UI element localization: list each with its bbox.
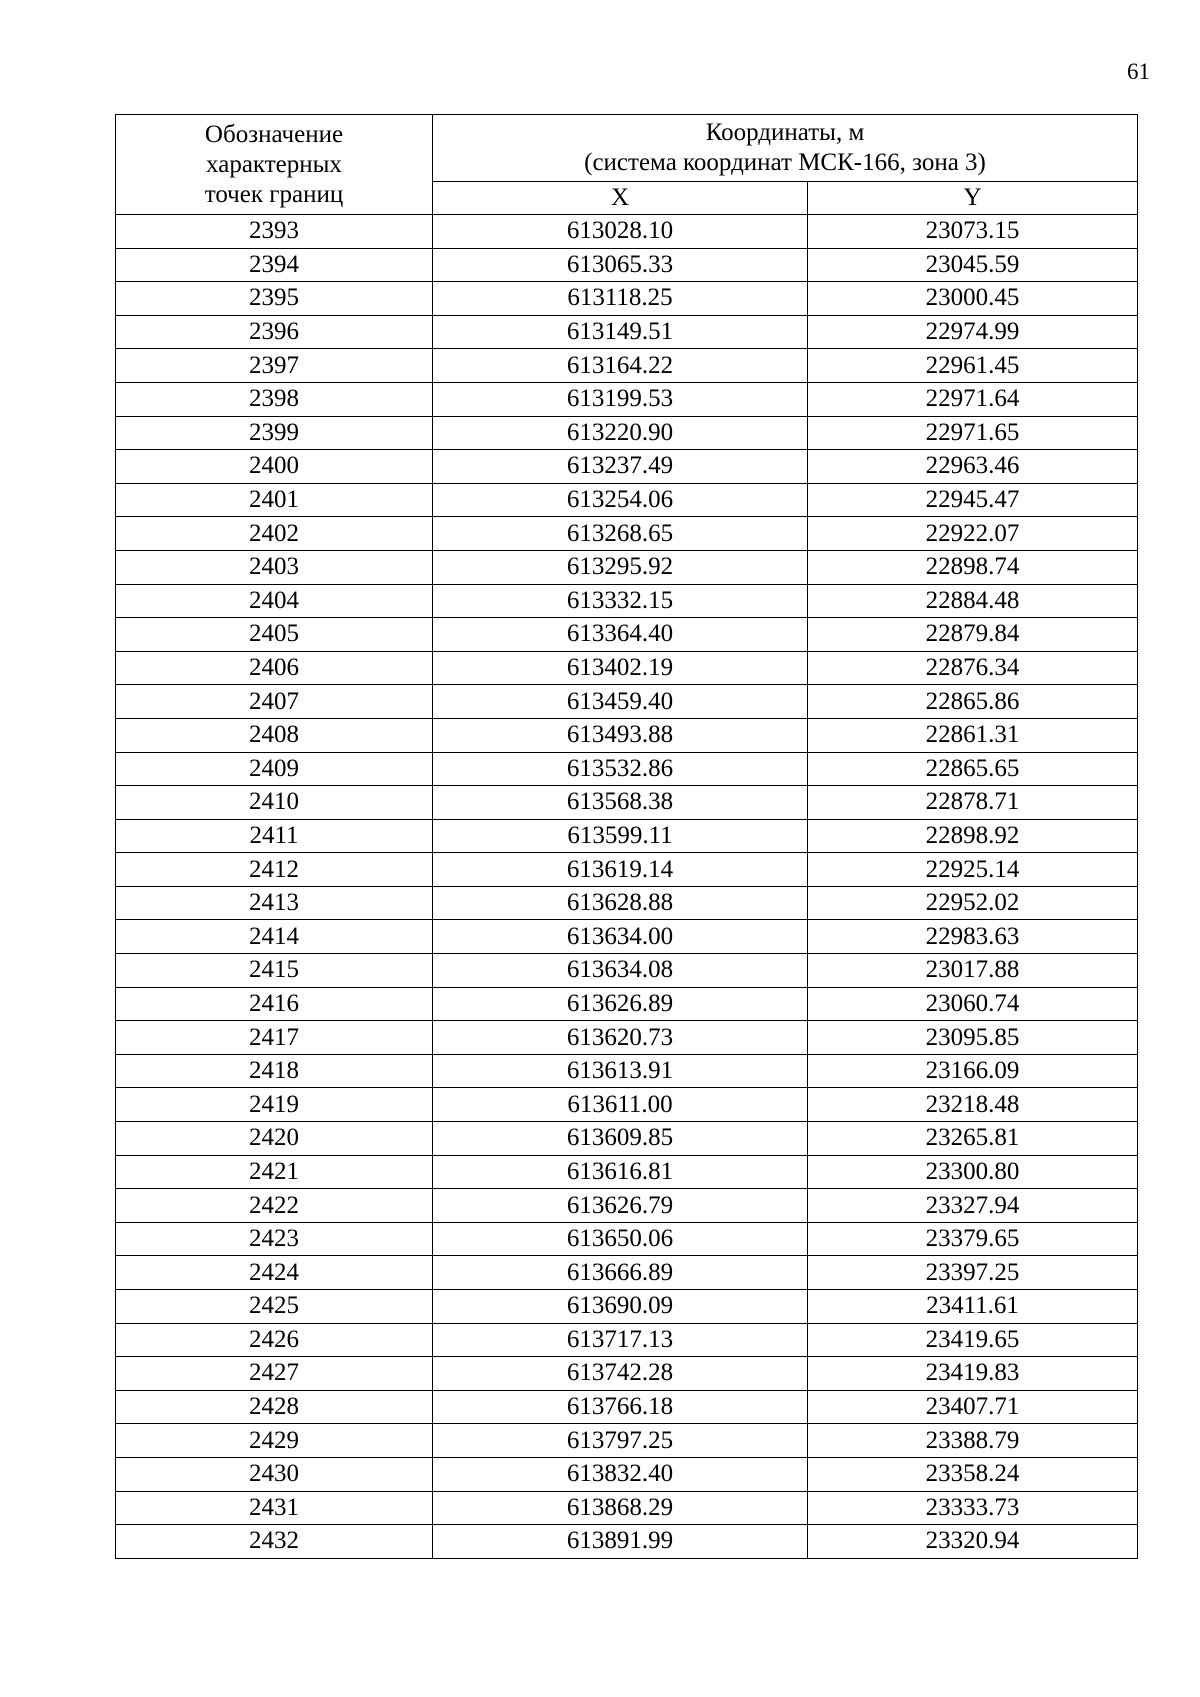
x-coordinate-cell: 613611.00 (433, 1088, 808, 1122)
point-id-cell: 2399 (116, 416, 433, 450)
table-row (116, 718, 1138, 752)
header-line: Обозначение (204, 120, 344, 148)
y-coordinate-cell: 23419.83 (808, 1357, 1138, 1391)
point-id-cell: 2406 (116, 651, 433, 685)
x-coordinate-cell: 613459.40 (433, 685, 808, 719)
point-id-cell: 2417 (116, 1021, 433, 1055)
table-row (116, 315, 1138, 349)
x-coordinate-cell: 613493.88 (433, 718, 808, 752)
y-coordinate-cell: 23073.15 (808, 215, 1138, 249)
table-row (116, 819, 1138, 853)
point-id-cell: 2402 (116, 517, 433, 551)
coordinates-title: Координаты, м (705, 119, 865, 146)
point-id-cell: 2420 (116, 1122, 433, 1156)
x-coordinate-cell: 613568.38 (433, 786, 808, 820)
point-id-cell: 2393 (116, 215, 433, 249)
table-row (116, 886, 1138, 920)
table-row (116, 450, 1138, 484)
x-coordinate-cell: 613237.49 (433, 450, 808, 484)
table-row (116, 1390, 1138, 1424)
x-coordinate-cell: 613199.53 (433, 382, 808, 416)
table-row (116, 517, 1138, 551)
y-coordinate-cell: 22974.99 (808, 315, 1138, 349)
x-coordinate-cell: 613634.08 (433, 954, 808, 988)
x-coordinate-cell: 613532.86 (433, 752, 808, 786)
point-id-cell: 2415 (116, 954, 433, 988)
x-coordinate-cell: 613364.40 (433, 618, 808, 652)
table-row (116, 685, 1138, 719)
x-coordinate-cell: 613254.06 (433, 483, 808, 517)
y-coordinate-cell: 23017.88 (808, 954, 1138, 988)
coordinates-header (433, 115, 1138, 182)
point-id-cell: 2427 (116, 1357, 433, 1391)
table-row (116, 1088, 1138, 1122)
x-coordinate-cell: 613295.92 (433, 550, 808, 584)
table-row (116, 349, 1138, 383)
point-id-cell: 2423 (116, 1222, 433, 1256)
table-row (116, 382, 1138, 416)
table-row (116, 752, 1138, 786)
table-row (116, 987, 1138, 1021)
y-coordinate-cell: 23000.45 (808, 282, 1138, 316)
table-row (116, 282, 1138, 316)
table-row (116, 1222, 1138, 1256)
y-coordinate-cell: 23388.79 (808, 1424, 1138, 1458)
y-coordinate-cell: 22876.34 (808, 651, 1138, 685)
point-id-cell: 2432 (116, 1525, 433, 1559)
table-row (116, 215, 1138, 249)
table-row (116, 1525, 1138, 1559)
point-id-cell: 2421 (116, 1155, 433, 1189)
x-coordinate-cell: 613402.19 (433, 651, 808, 685)
point-id-cell: 2426 (116, 1323, 433, 1357)
table-row (116, 483, 1138, 517)
point-id-cell: 2411 (116, 819, 433, 853)
y-coordinate-cell: 23358.24 (808, 1457, 1138, 1491)
y-coordinate-cell: 22879.84 (808, 618, 1138, 652)
x-coordinate-cell: 613599.11 (433, 819, 808, 853)
table-row (116, 786, 1138, 820)
y-coordinate-cell: 22952.02 (808, 886, 1138, 920)
y-coordinate-cell: 23419.65 (808, 1323, 1138, 1357)
table-row (116, 1491, 1138, 1525)
table-row (116, 618, 1138, 652)
y-coordinate-cell: 22898.74 (808, 550, 1138, 584)
table-body (116, 215, 1138, 1559)
y-coordinate-cell: 23218.48 (808, 1088, 1138, 1122)
point-id-cell: 2398 (116, 382, 433, 416)
y-coordinate-cell: 22865.86 (808, 685, 1138, 719)
y-coordinate-cell: 22961.45 (808, 349, 1138, 383)
x-coordinate-cell: 613634.00 (433, 920, 808, 954)
table-row (116, 1323, 1138, 1357)
x-coordinate-cell: 613797.25 (433, 1424, 808, 1458)
header-line: характерных (206, 150, 342, 178)
y-coordinate-cell: 22865.65 (808, 752, 1138, 786)
x-coordinate-cell: 613609.85 (433, 1122, 808, 1156)
x-coordinate-cell: 613118.25 (433, 282, 808, 316)
y-coordinate-cell: 23060.74 (808, 987, 1138, 1021)
y-coordinate-cell: 23300.80 (808, 1155, 1138, 1189)
x-coordinate-cell: 613742.28 (433, 1357, 808, 1391)
x-coordinate-cell: 613164.22 (433, 349, 808, 383)
x-coordinate-cell: 613717.13 (433, 1323, 808, 1357)
y-coordinate-cell: 22898.92 (808, 819, 1138, 853)
x-coordinate-cell: 613690.09 (433, 1290, 808, 1324)
y-coordinate-cell: 22983.63 (808, 920, 1138, 954)
coordinate-system: (система координат МСК-166, зона 3) (584, 149, 986, 176)
x-coordinate-cell: 613766.18 (433, 1390, 808, 1424)
y-coordinate-cell: 23333.73 (808, 1491, 1138, 1525)
point-id-cell: 2419 (116, 1088, 433, 1122)
header-line: точек границ (204, 180, 344, 208)
point-id-cell: 2418 (116, 1054, 433, 1088)
table-row (116, 920, 1138, 954)
x-coordinate-cell: 613220.90 (433, 416, 808, 450)
point-id-cell: 2397 (116, 349, 433, 383)
x-coordinate-cell: 613332.15 (433, 584, 808, 618)
point-id-cell: 2396 (116, 315, 433, 349)
table-row (116, 1189, 1138, 1223)
x-coordinate-cell: 613868.29 (433, 1491, 808, 1525)
point-id-cell: 2395 (116, 282, 433, 316)
table-row (116, 1457, 1138, 1491)
x-coordinate-cell: 613891.99 (433, 1525, 808, 1559)
table-row (116, 1155, 1138, 1189)
table-row (116, 1256, 1138, 1290)
point-id-cell: 2430 (116, 1457, 433, 1491)
x-coordinate-cell: 613613.91 (433, 1054, 808, 1088)
table-row (116, 954, 1138, 988)
point-id-cell: 2410 (116, 786, 433, 820)
y-coordinate-cell: 22925.14 (808, 853, 1138, 887)
x-coordinate-cell: 613832.40 (433, 1457, 808, 1491)
x-column-header: X (433, 182, 808, 215)
x-coordinate-cell: 613149.51 (433, 315, 808, 349)
point-id-cell: 2428 (116, 1390, 433, 1424)
y-coordinate-cell: 22861.31 (808, 718, 1138, 752)
x-coordinate-cell: 613065.33 (433, 248, 808, 282)
point-id-cell: 2431 (116, 1491, 433, 1525)
y-coordinate-cell: 23411.61 (808, 1290, 1138, 1324)
point-id-cell: 2422 (116, 1189, 433, 1223)
x-coordinate-cell: 613616.81 (433, 1155, 808, 1189)
y-coordinate-cell: 23320.94 (808, 1525, 1138, 1559)
y-coordinate-cell: 23379.65 (808, 1222, 1138, 1256)
y-column-header: Y (808, 182, 1138, 215)
y-coordinate-cell: 22971.64 (808, 382, 1138, 416)
point-designation-header (116, 115, 433, 215)
y-coordinate-cell: 23327.94 (808, 1189, 1138, 1223)
y-coordinate-cell: 23045.59 (808, 248, 1138, 282)
y-coordinate-cell: 23095.85 (808, 1021, 1138, 1055)
point-id-cell: 2404 (116, 584, 433, 618)
x-coordinate-cell: 613028.10 (433, 215, 808, 249)
y-coordinate-cell: 23166.09 (808, 1054, 1138, 1088)
point-id-cell: 2412 (116, 853, 433, 887)
point-id-cell: 2416 (116, 987, 433, 1021)
point-id-cell: 2424 (116, 1256, 433, 1290)
table-row (116, 1122, 1138, 1156)
x-coordinate-cell: 613620.73 (433, 1021, 808, 1055)
x-coordinate-cell: 613666.89 (433, 1256, 808, 1290)
table-row (116, 1357, 1138, 1391)
point-id-cell: 2407 (116, 685, 433, 719)
y-coordinate-cell: 22878.71 (808, 786, 1138, 820)
point-id-cell: 2403 (116, 550, 433, 584)
point-id-cell: 2394 (116, 248, 433, 282)
table-row (116, 550, 1138, 584)
table-row (116, 1054, 1138, 1088)
y-coordinate-cell: 22971.65 (808, 416, 1138, 450)
y-coordinate-cell: 23265.81 (808, 1122, 1138, 1156)
coordinates-table (115, 114, 1138, 1559)
table-row (116, 651, 1138, 685)
table-row (116, 584, 1138, 618)
x-coordinate-cell: 613626.89 (433, 987, 808, 1021)
point-id-cell: 2401 (116, 483, 433, 517)
point-id-cell: 2405 (116, 618, 433, 652)
table-row (116, 1290, 1138, 1324)
x-coordinate-cell: 613619.14 (433, 853, 808, 887)
table-row (116, 248, 1138, 282)
x-coordinate-cell: 613626.79 (433, 1189, 808, 1223)
point-id-cell: 2408 (116, 718, 433, 752)
point-id-cell: 2425 (116, 1290, 433, 1324)
y-coordinate-cell: 22963.46 (808, 450, 1138, 484)
x-coordinate-cell: 613650.06 (433, 1222, 808, 1256)
table-row (116, 853, 1138, 887)
point-id-cell: 2413 (116, 886, 433, 920)
table-row (116, 1021, 1138, 1055)
y-coordinate-cell: 23407.71 (808, 1390, 1138, 1424)
table-row (116, 1424, 1138, 1458)
table-row (116, 416, 1138, 450)
page-number: 61 (1127, 59, 1150, 84)
y-coordinate-cell: 22884.48 (808, 584, 1138, 618)
point-id-cell: 2409 (116, 752, 433, 786)
point-id-cell: 2414 (116, 920, 433, 954)
y-coordinate-cell: 22922.07 (808, 517, 1138, 551)
point-id-cell: 2400 (116, 450, 433, 484)
y-coordinate-cell: 23397.25 (808, 1256, 1138, 1290)
y-coordinate-cell: 22945.47 (808, 483, 1138, 517)
x-coordinate-cell: 613628.88 (433, 886, 808, 920)
x-coordinate-cell: 613268.65 (433, 517, 808, 551)
point-id-cell: 2429 (116, 1424, 433, 1458)
